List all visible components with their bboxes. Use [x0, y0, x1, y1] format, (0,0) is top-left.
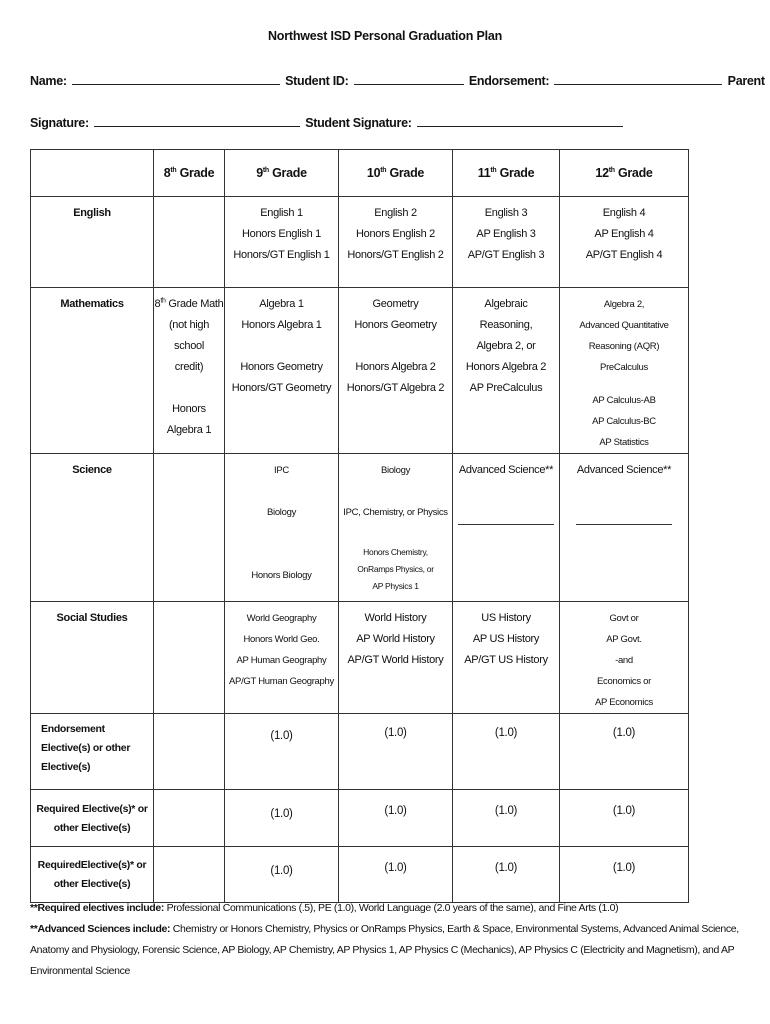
social-grade-12: Govt or AP Govt. -and Economics or AP Economics: [560, 602, 689, 714]
graduation-plan-table: [30, 149, 689, 903]
corner-cell: [31, 150, 154, 197]
science-label: Science: [31, 454, 154, 602]
math-grade-8: 8th Grade Math (not high school credit) Honors Algebra 1: [154, 288, 225, 454]
english-label: English: [31, 197, 154, 288]
parent-signature-label: Signature:: [30, 116, 89, 130]
endorsement-elective-label: Endorsement Elective(s) or other Elective(s): [31, 714, 154, 790]
grade-header-12: 12th Grade: [560, 150, 689, 197]
student-signature-label: Student Signature:: [305, 116, 412, 130]
social-grade-9: World Geography Honors World Geo. AP Human Geography AP/GT Human Geography: [225, 602, 339, 714]
page-title: Northwest ISD Personal Graduation Plan: [267, 29, 503, 43]
grade-header-9: 9th Grade: [225, 150, 339, 197]
social-grade-11: US History AP US History AP/GT US History: [453, 602, 560, 714]
science-grade-8: [154, 454, 225, 602]
math-row: [31, 288, 689, 454]
math-grade-10: Geometry Honors Geometry Honors Algebra 2 Honors/GT Algebra 2: [339, 288, 453, 454]
endorsement-credit-12: (1.0): [560, 714, 689, 790]
science-12-blank[interactable]: [576, 523, 672, 525]
required-1-credit-11: (1.0): [453, 790, 560, 847]
math-label: Mathematics: [31, 288, 154, 454]
grade-header-10: 10th Grade: [339, 150, 453, 197]
form-line-2: [30, 114, 625, 130]
grade-header-row: [31, 150, 689, 197]
math-grade-11: Algebraic Reasoning, Algebra 2, or Honors Algebra 2 AP PreCalculus: [453, 288, 560, 454]
science-grade-9: IPC Biology Honors Biology: [225, 454, 339, 602]
required-1-credit-9: (1.0): [225, 790, 339, 847]
endorsement-grade-8: [154, 714, 225, 790]
english-row: [31, 197, 689, 288]
required-elective-label-1: Required Elective(s)* or other Elective(s): [31, 790, 154, 847]
required-1-grade-8: [154, 790, 225, 847]
required-1-credit-12: (1.0): [560, 790, 689, 847]
advanced-sciences-footnote: **Advanced Sciences include: Chemistry or Honors Chemistry, Physics or OnRamps Physics, Earth & Space, Environmental Systems, Advanced Animal Science, Anatomy and Physiology, Forensic Science, AP Biology, AP Chemistry, AP Physics 1, AP Physics C (Mechanics), AP Physics C (Electricity and Magnetism), and AP Environmental Science: [30, 923, 739, 977]
social-grade-8: [154, 602, 225, 714]
social-studies-label: Social Studies: [31, 602, 154, 714]
english-grade-12: English 4 AP English 4 AP/GT English 4: [560, 197, 689, 288]
required-2-grade-8: [154, 847, 225, 903]
student-id-label: Student ID:: [285, 74, 349, 88]
required-elective-row-2: [31, 847, 689, 903]
english-grade-11: English 3 AP English 3 AP/GT English 3: [453, 197, 560, 288]
endorsement-label: Endorsement:: [468, 74, 550, 88]
endorsement-credit-9: (1.0): [225, 714, 339, 790]
parent-signature-field[interactable]: [94, 114, 300, 127]
required-2-credit-11: (1.0): [453, 847, 560, 903]
endorsement-credit-11: (1.0): [453, 714, 560, 790]
required-elective-label-2: RequiredElective(s)* or other Elective(s): [31, 847, 154, 903]
endorsement-field[interactable]: [554, 72, 722, 85]
grade-header-11: 11th Grade: [453, 150, 560, 197]
science-grade-12: Advanced Science**: [560, 454, 689, 602]
english-grade-8: [154, 197, 225, 288]
parent-label: Parent: [727, 74, 765, 88]
science-grade-10: Biology IPC, Chemistry, or Physics Honors Chemistry, OnRamps Physics, or AP Physics 1: [339, 454, 453, 602]
required-2-credit-12: (1.0): [560, 847, 689, 903]
math-grade-9: Algebra 1 Honors Algebra 1 Honors Geometry Honors/GT Geometry: [225, 288, 339, 454]
english-grade-10: English 2 Honors English 2 Honors/GT English 2: [339, 197, 453, 288]
required-2-credit-9: (1.0): [225, 847, 339, 903]
student-signature-field[interactable]: [417, 114, 623, 127]
science-11-blank[interactable]: [458, 523, 554, 525]
grade-header-8: 8th Grade: [154, 150, 225, 197]
english-grade-9: English 1 Honors English 1 Honors/GT English 1: [225, 197, 339, 288]
name-label: Name:: [30, 74, 67, 88]
social-grade-10: World History AP World History AP/GT World History: [339, 602, 453, 714]
required-electives-footnote: **Required electives include: Professional Communications (.5), PE (1.0), World Language (2.0 years of the same), and Fine Arts (1.0): [30, 902, 619, 914]
required-2-credit-10: (1.0): [339, 847, 453, 903]
name-field[interactable]: [72, 72, 280, 85]
social-studies-row: [31, 602, 689, 714]
science-row: [31, 454, 689, 602]
required-1-credit-10: (1.0): [339, 790, 453, 847]
math-grade-12: Algebra 2, Advanced Quantitative Reasoning (AQR) PreCalculus AP Calculus-AB AP Calculus-BC AP Statistics: [560, 288, 689, 454]
endorsement-credit-10: (1.0): [339, 714, 453, 790]
science-grade-11: Advanced Science**: [453, 454, 560, 602]
endorsement-elective-row: [31, 714, 689, 790]
required-elective-row-1: [31, 790, 689, 847]
student-id-field[interactable]: [354, 72, 464, 85]
form-line-1: [30, 72, 765, 88]
